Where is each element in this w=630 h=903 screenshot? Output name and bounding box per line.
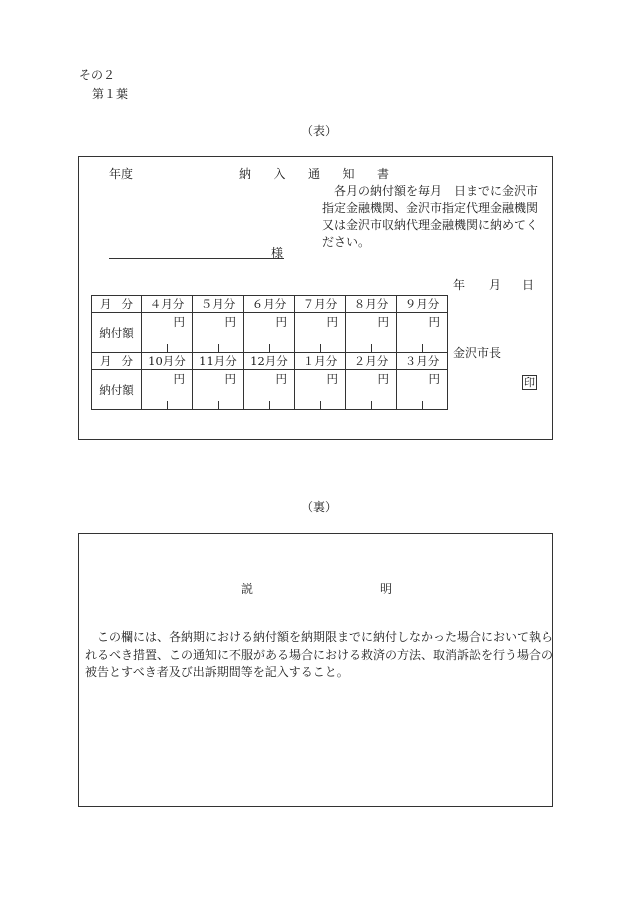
explanation-heading-char: 説 (241, 582, 254, 596)
month-cell: ７月分 (295, 296, 346, 313)
back-label: （裏） (301, 500, 338, 514)
title-char: 通 (307, 167, 320, 181)
sheet-number: 第１葉 (92, 87, 129, 101)
amount-label-cell: 納付額 (92, 370, 142, 410)
back-explanation-box (78, 533, 553, 807)
amount-cell (193, 313, 244, 353)
month-cell: ５月分 (193, 296, 244, 313)
month-cell: 10月分 (142, 353, 193, 370)
mayor-title: 金沢市長 (453, 346, 502, 360)
amount-cell (244, 370, 295, 410)
payment-instructions (322, 183, 542, 251)
yen-unit: 円 (275, 372, 287, 386)
amount-cell (295, 313, 346, 353)
yen-unit: 円 (377, 315, 389, 329)
month-row-first-half (92, 296, 448, 313)
issue-date-day: 日 (522, 278, 535, 292)
amount-cell (397, 370, 448, 410)
title-char: 納 (239, 167, 252, 181)
front-label: （表） (301, 124, 338, 138)
explanation-line: 被告とすべき者及び出訴期間等を記入すること。 (85, 665, 349, 679)
yen-unit: 円 (326, 315, 338, 329)
seal-mark: 印 (524, 376, 535, 389)
amount-cell (295, 370, 346, 410)
month-cell: ３月分 (397, 353, 448, 370)
issue-date-month: 月 (489, 278, 502, 292)
instruction-line: ださい。 (322, 235, 371, 249)
amount-row-first-half (92, 313, 448, 353)
fiscal-year-label: 年度 (109, 167, 134, 181)
title-char: 書 (376, 167, 389, 181)
yen-unit: 円 (377, 372, 389, 386)
addressee-line (109, 246, 284, 259)
yen-unit: 円 (224, 315, 236, 329)
explanation-heading-char: 明 (380, 582, 393, 596)
month-cell: ６月分 (244, 296, 295, 313)
explanation-line: れるべき措置、この通知に不服がある場合における救済の方法、取消訴訟を行う場合の (85, 647, 554, 662)
amount-cell (346, 313, 397, 353)
amount-cell (346, 370, 397, 410)
month-cell: 11月分 (193, 353, 244, 370)
amount-cell (142, 313, 193, 353)
title-char: 入 (273, 167, 286, 181)
month-row-second-half (92, 353, 448, 370)
month-cell: ８月分 (346, 296, 397, 313)
month-label-cell: 月 分 (92, 353, 142, 370)
amount-cell (244, 313, 295, 353)
explanation-line: この欄には、各納期における納付額を納期限までに納付しなかった場合において執ら (97, 630, 554, 644)
form-number: その２ (79, 68, 116, 82)
issue-date-year: 年 (453, 278, 466, 292)
month-cell: １月分 (295, 353, 346, 370)
amount-label-cell: 納付額 (92, 313, 142, 353)
yen-unit: 円 (173, 372, 185, 386)
month-label-cell: 月 分 (92, 296, 142, 313)
notice-title (239, 165, 389, 182)
front-notice-box (78, 156, 553, 440)
month-cell: ９月分 (397, 296, 448, 313)
month-cell: 12月分 (244, 353, 295, 370)
yen-unit: 円 (428, 372, 440, 386)
explanation-body (85, 629, 554, 682)
instruction-line: 各月の納付額を毎月 日までに金沢市 (334, 184, 539, 198)
amount-cell (142, 370, 193, 410)
month-cell: ２月分 (346, 353, 397, 370)
month-cell: ４月分 (142, 296, 193, 313)
addressee-suffix: 様 (271, 246, 284, 260)
instruction-line: 指定金融機関、金沢市指定代理金融機関 (322, 201, 539, 215)
yen-unit: 円 (326, 372, 338, 386)
payment-table (91, 295, 448, 410)
instruction-line: 又は金沢市収納代理金融機関に納めてく (322, 218, 539, 232)
yen-unit: 円 (275, 315, 287, 329)
yen-unit: 円 (428, 315, 440, 329)
amount-row-second-half (92, 370, 448, 410)
amount-cell (193, 370, 244, 410)
amount-cell (397, 313, 448, 353)
yen-unit: 円 (224, 372, 236, 386)
yen-unit: 円 (173, 315, 185, 329)
title-char: 知 (342, 167, 355, 181)
